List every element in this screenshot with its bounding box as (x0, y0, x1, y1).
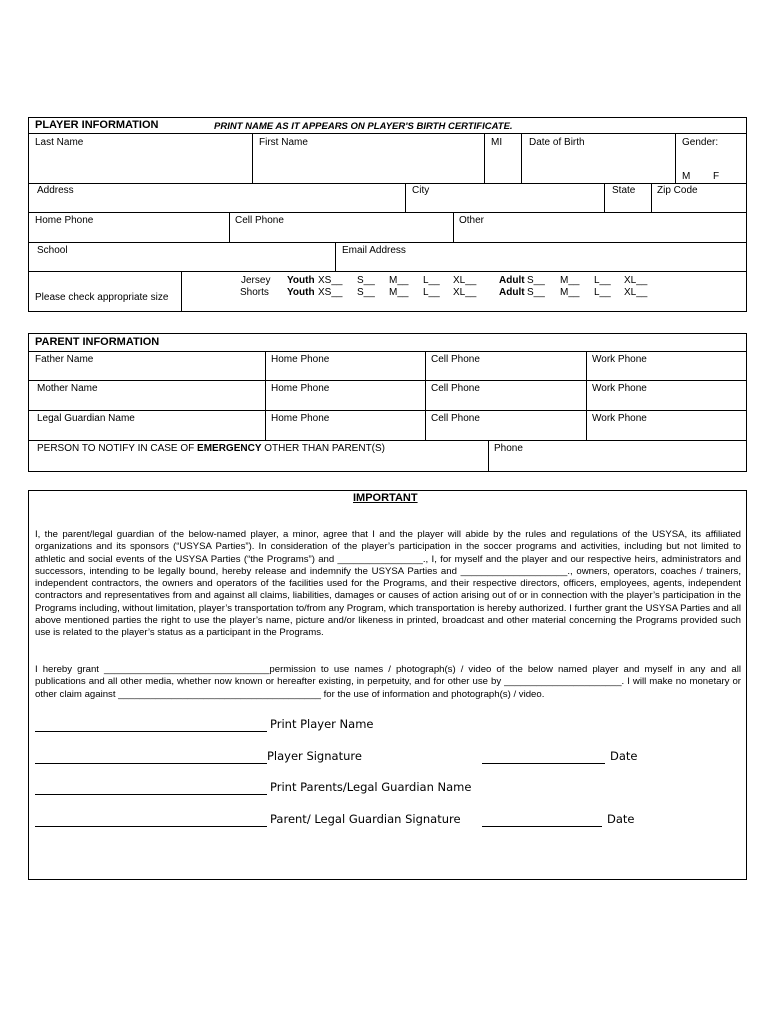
shorts-label: Shorts (240, 287, 269, 298)
jersey-youth-xs[interactable]: XS__ (318, 275, 343, 286)
shorts-youth-s[interactable]: S__ (357, 287, 375, 298)
shorts-adult-xl[interactable]: XL__ (624, 287, 648, 298)
mother-work-phone-field[interactable]: Work Phone (592, 383, 647, 394)
important-title: IMPORTANT (353, 492, 418, 504)
emergency-contact-field[interactable]: PERSON TO NOTIFY IN CASE OF EMERGENCY OTHER THAN PARENT(S) (37, 443, 386, 454)
jersey-adult-xl[interactable]: XL__ (624, 275, 648, 286)
jersey-youth-s[interactable]: S__ (357, 275, 375, 286)
jersey-youth-l[interactable]: L__ (423, 275, 440, 286)
mi-field[interactable]: MI (491, 137, 503, 148)
jersey-adult-l[interactable]: L__ (594, 275, 611, 286)
player-section-title: PLAYER INFORMATION (35, 119, 159, 131)
player-signature-line[interactable] (35, 763, 267, 764)
jersey-youth-label: Youth (287, 275, 315, 286)
gender-f-option[interactable]: F (713, 171, 720, 182)
shorts-adult-s[interactable]: S__ (527, 287, 545, 298)
guardian-home-phone-field[interactable]: Home Phone (271, 413, 330, 424)
shorts-youth-m[interactable]: M__ (389, 287, 409, 298)
school-field[interactable]: School (37, 245, 68, 256)
jersey-label: Jersey (241, 275, 271, 286)
jersey-youth-m[interactable]: M__ (389, 275, 409, 286)
jersey-adult-s[interactable]: S__ (527, 275, 545, 286)
date-of-birth-field[interactable]: Date of Birth (529, 137, 585, 148)
father-name-field[interactable]: Father Name (35, 354, 94, 365)
zip-code-field[interactable]: Zip Code (657, 185, 698, 196)
father-cell-phone-field[interactable]: Cell Phone (431, 354, 480, 365)
shorts-youth-xl[interactable]: XL__ (453, 287, 477, 298)
parent-signature-label: Parent/ Legal Guardian Signature (270, 812, 461, 826)
first-name-field[interactable]: First Name (259, 137, 308, 148)
home-phone-field[interactable]: Home Phone (35, 215, 94, 226)
size-prompt: Please check appropriate size (35, 292, 169, 303)
player-date-label: Date (610, 749, 638, 763)
permission-paragraph: I hereby grant _______________________________permission to use names / photograph(s) / video of the below named player and myself in any and all publications and all other media, whether now known or hereafter existing, in perpetuity, and for other use by ______________________. I will make no monetary or other claim against ______________________________________ for the use of information and photograph(s) / video. (35, 664, 741, 700)
player-signature-label: Player Signature (267, 749, 362, 763)
legal-guardian-name-field[interactable]: Legal Guardian Name (37, 413, 135, 424)
email-address-field[interactable]: Email Address (342, 245, 406, 256)
parent-signature-line[interactable] (35, 826, 267, 827)
parent-section-title: PARENT INFORMATION (35, 336, 160, 348)
mother-home-phone-field[interactable]: Home Phone (271, 383, 330, 394)
mother-cell-phone-field[interactable]: Cell Phone (431, 383, 480, 394)
mother-name-field[interactable]: Mother Name (37, 383, 98, 394)
emergency-phone-field[interactable]: Phone (494, 443, 523, 454)
shorts-youth-xs[interactable]: XS__ (318, 287, 343, 298)
last-name-field[interactable]: Last Name (35, 137, 84, 148)
jersey-youth-xl[interactable]: XL__ (453, 275, 477, 286)
parent-date-line[interactable] (482, 826, 602, 827)
shorts-youth-label: Youth (287, 287, 315, 298)
father-home-phone-field[interactable]: Home Phone (271, 354, 330, 365)
city-field[interactable]: City (412, 185, 430, 196)
state-field[interactable]: State (612, 185, 636, 196)
player-date-line[interactable] (482, 763, 605, 764)
guardian-work-phone-field[interactable]: Work Phone (592, 413, 647, 424)
guardian-cell-phone-field[interactable]: Cell Phone (431, 413, 480, 424)
shorts-adult-l[interactable]: L__ (594, 287, 611, 298)
parent-date-label: Date (607, 812, 635, 826)
jersey-adult-m[interactable]: M__ (560, 275, 580, 286)
other-phone-field[interactable]: Other (459, 215, 485, 226)
cell-phone-field[interactable]: Cell Phone (235, 215, 284, 226)
shorts-adult-label: Adult (499, 287, 525, 298)
print-player-name-label: Print Player Name (270, 717, 374, 731)
jersey-adult-label: Adult (499, 275, 525, 286)
gender-m-option[interactable]: M (682, 171, 691, 182)
print-parent-name-label: Print Parents/Legal Guardian Name (270, 780, 472, 794)
father-work-phone-field[interactable]: Work Phone (592, 354, 647, 365)
shorts-adult-m[interactable]: M__ (560, 287, 580, 298)
release-paragraph: I, the parent/legal guardian of the below-named player, a minor, agree that I and the player will abide by the rules and regulations of the USYSA, its affiliated organizations and its sponsors (“USYSA Parties”). In consideration of the player’s participation in the soccer programs and activities, including but not limited to athletic and social events of the USYSA Parties (“the Programs”) and ________________., I, for myself and the player and our respective heirs, administrators and successors, intending to be legally bound, hereby release and indemnify the USYSA Parties and ____________________., owners, operators, coaches / trainers, independent contractors, the owners and operators of the facilities used for the Programs, and their respective directors, officers, employees, agents, independent contractors and representatives from and against all claims, liabilities, damages or causes of action arising out of or in connection with the player’s participation in the Programs including, without limitation, player’s transportation to/from any Program, which transportation is hereby authorized. I further grant the USYSA Parties and all above mentioned parties the right to use the player’s name, picture and/or likeness in printed, broadcast and other material concerning the Programs provided such use is related to the player’s status as a participant in the Programs. (35, 529, 741, 639)
birth-certificate-instruction: PRINT NAME AS IT APPEARS ON PLAYER'S BIRTH CERTIFICATE. (214, 121, 513, 132)
print-player-name-line[interactable] (35, 731, 267, 732)
address-field[interactable]: Address (37, 185, 74, 196)
shorts-youth-l[interactable]: L__ (423, 287, 440, 298)
gender-label: Gender: (682, 137, 719, 148)
print-parent-name-line[interactable] (35, 794, 267, 795)
